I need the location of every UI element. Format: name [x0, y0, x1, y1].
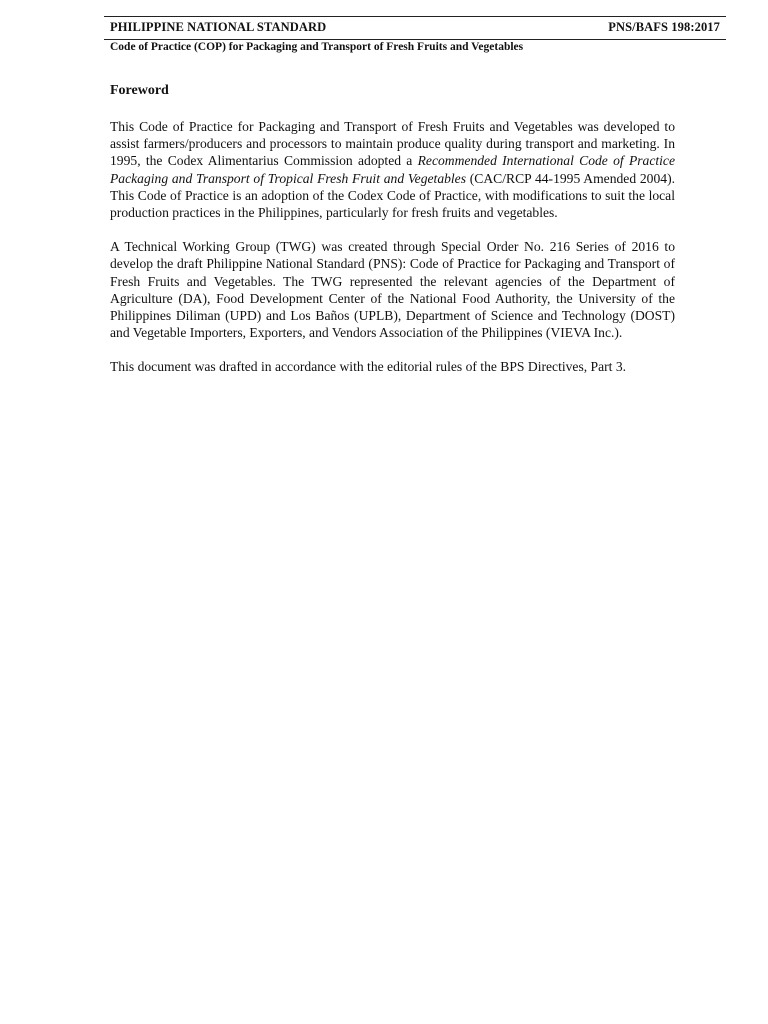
- foreword-body: [110, 118, 675, 393]
- paragraph-3: This document was drafted in accordance with the editorial rules of the BPS Directives, Part 3.: [110, 359, 627, 375]
- paragraph-1-text-b: (CAC/RCP 44-1995 Amended 2004). This Code of Practice is an adoption of the Codex Code of Practice, with modifications to suit the local production practices in the Philippines, particularly for fresh fruits and vegetables.: [110, 170, 675, 221]
- paragraph-1-text-a: This Code of Practice for Packaging and Transport of Fresh Fruits and Vegetables was developed to assist farmers/producers and processors to maintain produce quality during transport and marketing. In 1995, the Codex Alimentarius Commission adopted a: [110, 119, 675, 169]
- paragraph-1: [110, 118, 675, 221]
- standard-name: PHILIPPINE NATIONAL STANDARD: [110, 20, 327, 34]
- running-header: [104, 16, 726, 40]
- paragraph-1-italic-title: Recommended International Code of Practice Packaging and Transport of Tropical Fresh Fruit and Vegetables: [110, 153, 675, 186]
- standard-number: PNS/BAFS 198:2017: [608, 20, 720, 34]
- paragraph-2: A Technical Working Group (TWG) was created through Special Order No. 216 Series of 2016 to develop the draft Philippine National Standard (PNS): Code of Practice for Packaging and Transport of Fresh Fruits and Vegetables. The TWG represented the relevant agencies of the Department of Agriculture (DA), Food Development Center of the National Food Authority, the University of the Philippines Diliman (UPD) and Los Baños (UPLB), Department of Science and Technology (DOST) and Vegetable Importers, Exporters, and Vendors Association of the Philippines (VIEVA Inc.).: [110, 239, 675, 341]
- document-subtitle: Code of Practice (COP) for Packaging and Transport of Fresh Fruits and Vegetables: [110, 41, 524, 53]
- section-heading: Foreword: [110, 83, 169, 98]
